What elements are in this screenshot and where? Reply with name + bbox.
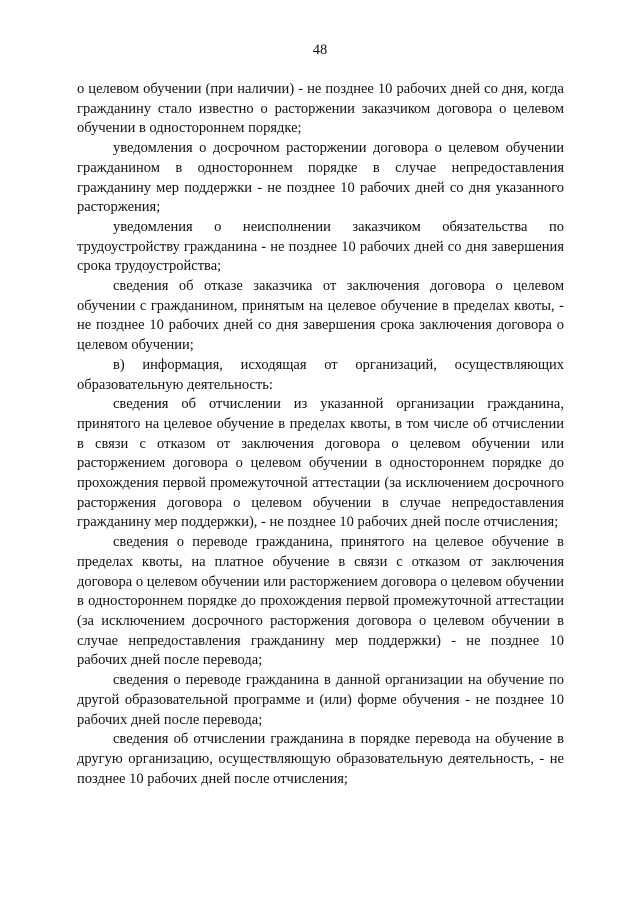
paragraph: сведения об отказе заказчика от заключения договора о целевом обучении с гражданином, принятым на целевое обучение в пределах квоты, - не позднее 10 рабочих дней со дня завершения срока заключения договора о целевом обучении;: [77, 278, 564, 354]
paragraph: сведения об отчислении из указанной организации гражданина, принятого на целевое обучение в пределах квоты, в том числе об отчислении в связи с отказом от заключения договора о целевом обучении или расторжением договора о целевом обучении в одностороннем порядке до прохождения первой промежуточной аттестации (за исключением досрочного расторжения договора о целевом обучении в случае непредоставления гражданину мер поддержки), - не позднее 10 рабочих дней после отчисления;: [77, 396, 564, 531]
paragraph: уведомления о досрочном расторжении договора о целевом обучении гражданином в одностороннем порядке в случае непредоставления гражданину мер поддержки - не позднее 10 рабочих дней со дня указанного расторжения;: [77, 140, 564, 216]
page-number: 48: [312, 42, 328, 58]
paragraph: в) информация, исходящая от организаций, осуществляющих образовательную деятельность:: [77, 356, 564, 393]
paragraph: сведения о переводе гражданина в данной организации на обучение по другой образовательной программе и (или) форме обучения - не позднее 10 рабочих дней после перевода;: [77, 672, 564, 728]
document-body: [77, 80, 564, 789]
paragraph: уведомления о неисполнении заказчиком обязательства по трудоустройству гражданина - не позднее 10 рабочих дней со дня завершения срока трудоустройства;: [77, 218, 564, 275]
paragraph: сведения об отчислении гражданина в порядке перевода на обучение в другую организацию, осуществляющую образовательную деятельность, - не позднее 10 рабочих дней после отчисления;: [77, 731, 564, 787]
paragraph: о целевом обучении (при наличии) - не позднее 10 рабочих дней со дня, когда гражданину стало известно о расторжении заказчиком договора о целевом обучении в одностороннем порядке;: [77, 81, 564, 137]
paragraph: сведения о переводе гражданина, принятого на целевое обучение в пределах квоты, на платное обучение в связи с отказом от заключения договора о целевом обучении или расторжением договора о целевом обучении в одностороннем порядке до прохождения первой промежуточной аттестации (за исключением досрочного расторжения договора о целевом обучении в случае непредоставления гражданину мер поддержки) - не позднее 10 рабочих дней после перевода;: [77, 534, 564, 669]
